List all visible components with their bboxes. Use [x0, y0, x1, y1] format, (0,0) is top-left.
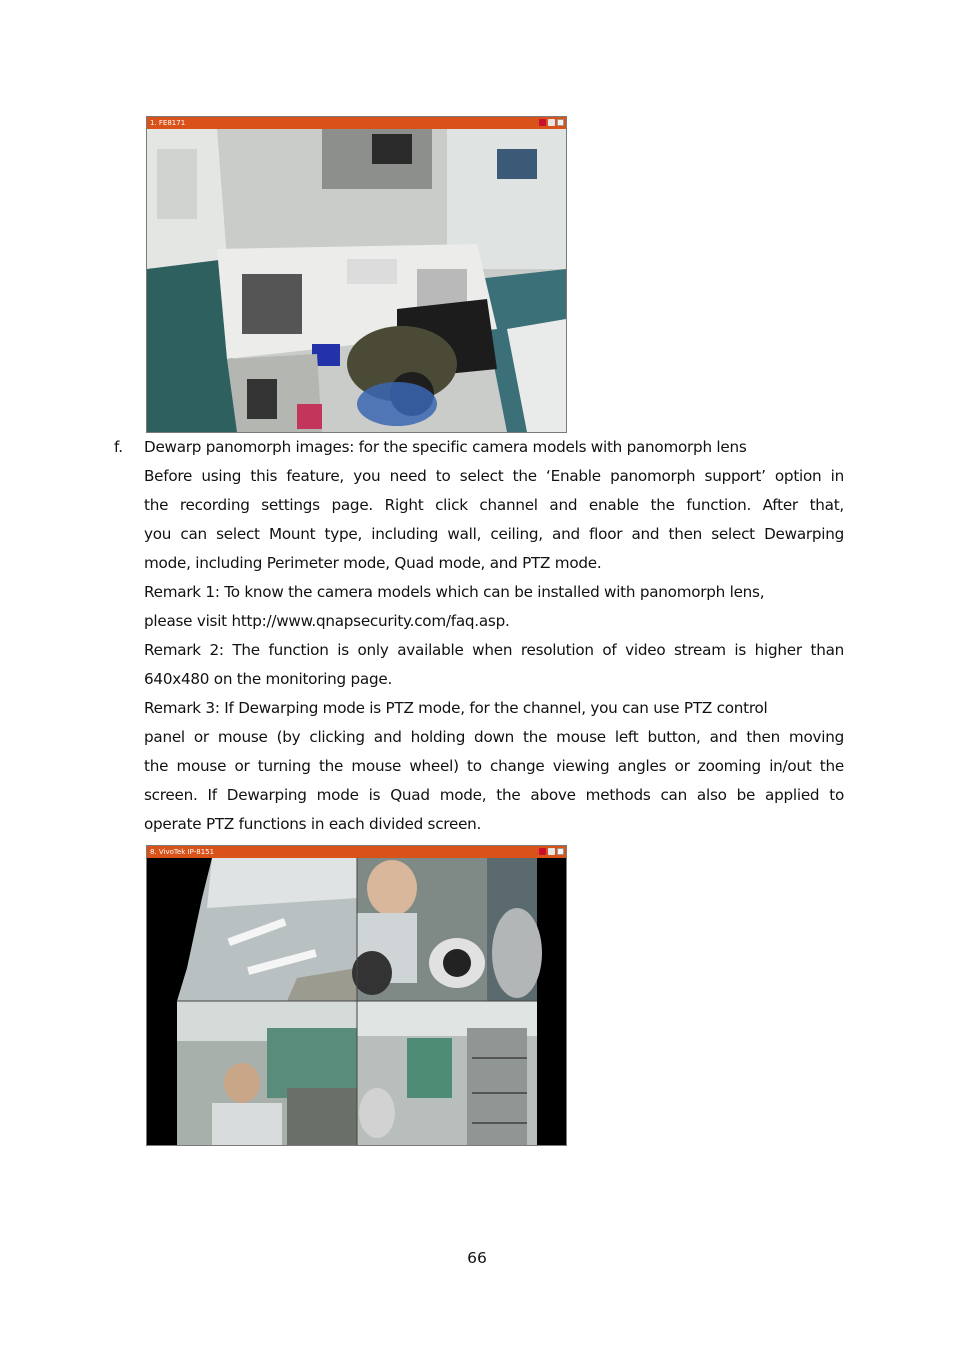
text-line: operate PTZ functions in each divided screen.	[144, 815, 482, 833]
page-number: 66	[467, 1249, 487, 1267]
mic-icon[interactable]	[548, 848, 555, 855]
camera-video-quad-dewarp	[147, 858, 566, 1145]
text-line: Remark 2: The function is only available when resolution of video stream is higher than	[144, 641, 844, 659]
text-line: you can select Mount type, including wall, ceiling, and floor and then select Dewarping	[144, 525, 844, 543]
text-line: panel or mouse (by clicking and holding down the mouse left button, and then moving	[144, 728, 844, 746]
record-icon[interactable]	[539, 119, 546, 126]
text-line: Remark 1: To know the camera models which can be installed with panomorph lens,	[144, 583, 765, 601]
section-body	[144, 433, 844, 839]
camera-view-top	[146, 116, 567, 433]
camera-title-bar	[147, 846, 566, 858]
text-line: Remark 3: If Dewarping mode is PTZ mode, for the channel, you can use PTZ control	[144, 699, 768, 717]
camera-title-bar	[147, 117, 566, 129]
record-icon[interactable]	[539, 848, 546, 855]
window-icon[interactable]	[557, 119, 564, 126]
list-marker: f.	[114, 438, 124, 456]
camera-title: 8. VivoTek IP-8151	[150, 848, 215, 856]
text-line: Before using this feature, you need to select the ‘Enable panomorph support’ option in	[144, 467, 844, 485]
text-line: Dewarp panomorph images: for the specific camera models with panomorph lens	[144, 438, 747, 456]
camera-title: 1. FE8171	[150, 119, 186, 127]
text-line: the recording settings page. Right click channel and enable the function. After that,	[144, 496, 844, 514]
window-icon[interactable]	[557, 848, 564, 855]
text-line: 640x480 on the monitoring page.	[144, 670, 393, 688]
text-line: the mouse or turning the mouse wheel) to change viewing angles or zooming in/out the	[144, 757, 844, 775]
text-line: screen. If Dewarping mode is Quad mode, the above methods can also be applied to	[144, 786, 844, 804]
camera-video-overhead-office	[147, 129, 566, 432]
text-line: mode, including Perimeter mode, Quad mode, and PTZ mode.	[144, 554, 602, 572]
camera-view-bottom	[146, 845, 567, 1146]
mic-icon[interactable]	[548, 119, 555, 126]
text-line: please visit http://www.qnapsecurity.com/faq.asp.	[144, 612, 510, 630]
